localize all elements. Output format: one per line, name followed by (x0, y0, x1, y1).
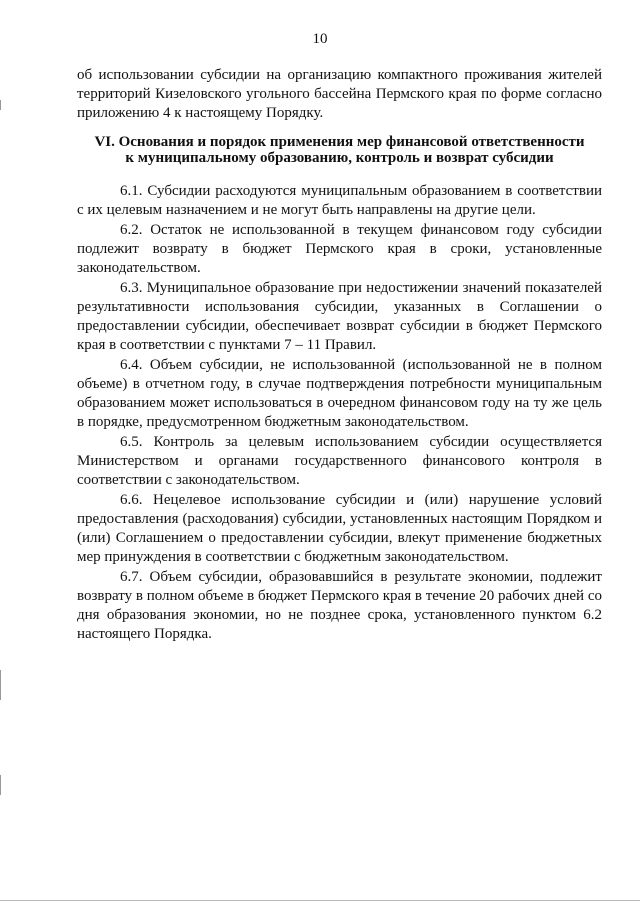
section-heading-line-1: VI. Основания и порядок применения мер финансовой ответственности (94, 134, 585, 150)
scan-bottom-edge (0, 900, 640, 901)
scan-edge-mark (0, 100, 1, 110)
page-number: 10 (312, 31, 328, 47)
document-body (77, 66, 602, 645)
scan-edge-mark (0, 775, 1, 795)
intro-paragraph: об использовании субсидии на организацию компактного проживания жителей территорий Кизеловского угольного бассейна Пермского края по форме согласно приложению 4 к настоящему Порядку. (77, 67, 602, 121)
section-heading (77, 134, 602, 166)
scan-edge-mark (0, 670, 1, 700)
section-heading-line-2: к муниципальному образованию, контроль и возврат субсидии (125, 150, 554, 166)
paragraph-6-6: 6.6. Нецелевое использование субсидии и (или) нарушение условий предоставления (расходования) субсидии, установленных настоящим Порядком и (или) Соглашением о предоставлении субсидии, влекут применение бюджетных мер принуждения в соответствии с бюджетным законодательством. (77, 492, 602, 565)
paragraph-6-4: 6.4. Объем субсидии, не использованной (использованной не в полном объеме) в отчетном году, в случае подтверждения потребности муниципальным образованием может использоваться в очередном финансовом году на ту же цель в порядке, предусмотренном бюджетным законодательством. (77, 357, 602, 430)
paragraph-6-5: 6.5. Контроль за целевым использованием субсидии осуществляется Министерством и органами государственного финансового контроля в соответствии с законодательством. (77, 434, 602, 488)
paragraph-6-2: 6.2. Остаток не использованной в текущем финансовом году субсидии подлежит возврату в бюджет Пермского края в сроки, установленные законодательством. (77, 222, 602, 276)
paragraph-6-3: 6.3. Муниципальное образование при недостижении значений показателей результативности использования субсидии, указанных в Соглашении о предоставлении субсидии, обеспечивает возврат субсидии в бюджет Пермского края в соответствии с пунктами 7 – 11 Правил. (77, 280, 602, 353)
paragraph-6-1: 6.1. Субсидии расходуются муниципальным образованием в соответствии с их целевым назначением и не могут быть направлены на другие цели. (77, 183, 602, 218)
paragraph-6-7: 6.7. Объем субсидии, образовавшийся в результате экономии, подлежит возврату в полном объеме в бюджет Пермского края в течение 20 рабочих дней со дня образования экономии, но не позднее срока, установленного пунктом 6.2 настоящего Порядка. (77, 569, 602, 642)
